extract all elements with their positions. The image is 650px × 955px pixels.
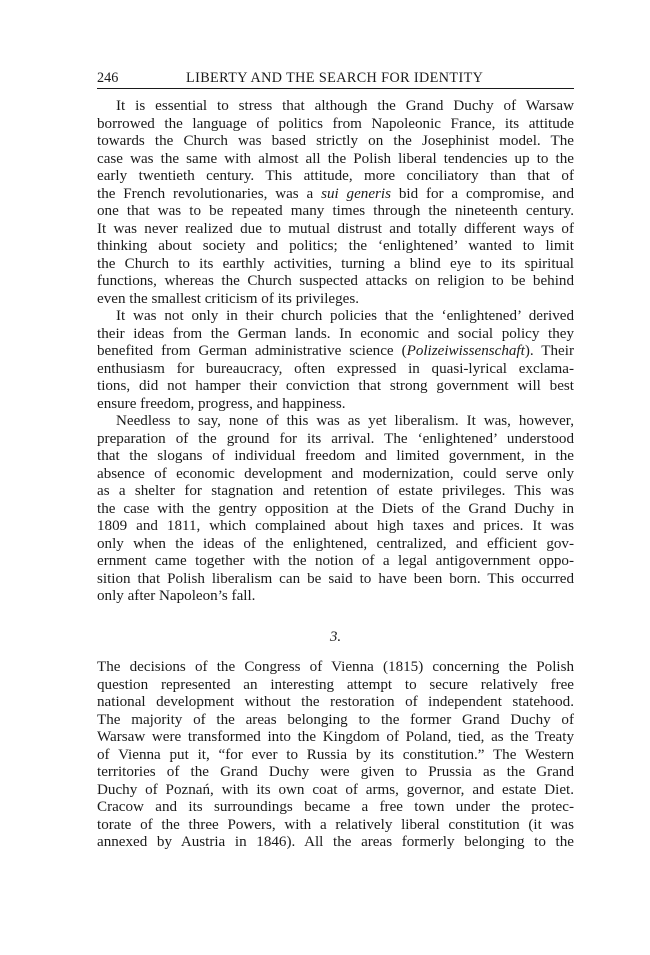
paragraph [97,98,574,308]
text-line: benefited from German administrative science (Polizeiwissenschaft). Their [97,343,574,359]
text-line: the Church to its earthly activities, turning a blind eye to its spiritual [97,255,574,272]
paragraph [97,413,574,606]
text-line: The majority of the areas belonging to the former Grand Duchy of [97,711,574,728]
paragraph [97,659,574,852]
text-line: thinking about society and politics; the ‘enlightened’ wanted to limit [97,238,574,254]
italic-term: sui generis [321,185,391,202]
text-line: It was never realized due to mutual distrust and totally different ways of [97,220,574,237]
text-line: as a shelter for stagnation and retention of estate privileges. This was [97,483,574,499]
text-line: one that was to be repeated many times through the nineteenth century. [97,203,574,219]
text-line: towards the Church was based strictly on the Josephinist model. The [97,133,574,149]
body-text-before-section [97,98,574,606]
text-line: early twentieth century. This attitude, more conciliatory than that of [97,168,574,184]
text-line: functions, whereas the Church suspected attacks on religion to be behind [97,273,574,289]
body-text-after-section [97,659,574,852]
text-line: Duchy of Poznań, with its own coat of arms, governor, and estate Diet. [97,781,574,798]
text-line: 1809 and 1811, which complained about high taxes and prices. It was [97,518,574,534]
text-line: It is essential to stress that although the Grand Duchy of Warsaw [116,98,574,114]
text-line: annexed by Austria in 1846). All the areas formerly belonging to the [97,834,574,850]
text-line: Needless to say, none of this was as yet liberalism. It was, however, [116,413,574,429]
text-line: case was the same with almost all the Polish liberal tendencies up to the [97,150,574,167]
text-line: question represented an interesting attempt to secure relatively free [97,676,574,693]
text-line: Cracow and its surroundings became a free town under the protec- [97,799,574,815]
text-line: tions, did not hamper their conviction that strong government will best [97,378,574,394]
text-line: sition that Polish liberalism can be said to have been born. This occurred [97,570,574,587]
text-line: borrowed the language of politics from Napoleonic France, its attitude [97,115,574,132]
text-line: of Vienna put it, “for ever to Russia by its constitution.” The Western [97,746,574,763]
text-line: their ideas from the German lands. In economic and social policy they [97,325,574,342]
text-line: the French revolutionaries, was a sui generis bid for a compromise, and [97,185,574,202]
text-line: national development without the restoration of independent statehood. [97,694,574,710]
text-line: enthusiasm for bureaucracy, often expressed in quasi-lyrical exclama- [97,360,574,377]
text-line: ensure freedom, progress, and happiness. [97,395,346,412]
text-line: torate of the three Powers, with a relatively liberal constitution (it was [97,816,574,833]
italic-term: Polizeiwissenschaft [406,343,525,359]
text-line: that the slogans of individual freedom and limited government, in the [97,448,574,464]
page-number: 246 [97,70,119,86]
text-line: territories of the Grand Duchy were given to Prussia as the Grand [97,764,574,780]
text-line: preparation of the ground for its arrival. The ‘enlightened’ understood [97,430,574,447]
text-line: The decisions of the Congress of Vienna (1815) concerning the Polish [97,659,574,675]
text-line: It was not only in their church policies that the ‘enlightened’ derived [116,308,574,324]
section-number: 3. [329,629,342,645]
running-title: LIBERTY AND THE SEARCH FOR IDENTITY [186,70,484,86]
text-line: ernment came together with the notion of a legal antigovernment oppo- [97,553,574,569]
text-line: absence of economic development and modernization, could serve only [97,465,574,482]
running-head [97,68,574,89]
text-line: even the smallest criticism of its privileges. [97,290,359,307]
text-line: the case with the gentry opposition at the Diets of the Grand Duchy in [97,500,574,517]
paragraph [97,308,574,413]
text-line: Warsaw were transformed into the Kingdom of Poland, tied, as the Treaty [97,729,574,745]
text-line: only after Napoleon’s fall. [97,588,256,604]
text-line: only when the ideas of the enlightened, centralized, and efficient gov- [97,535,574,552]
